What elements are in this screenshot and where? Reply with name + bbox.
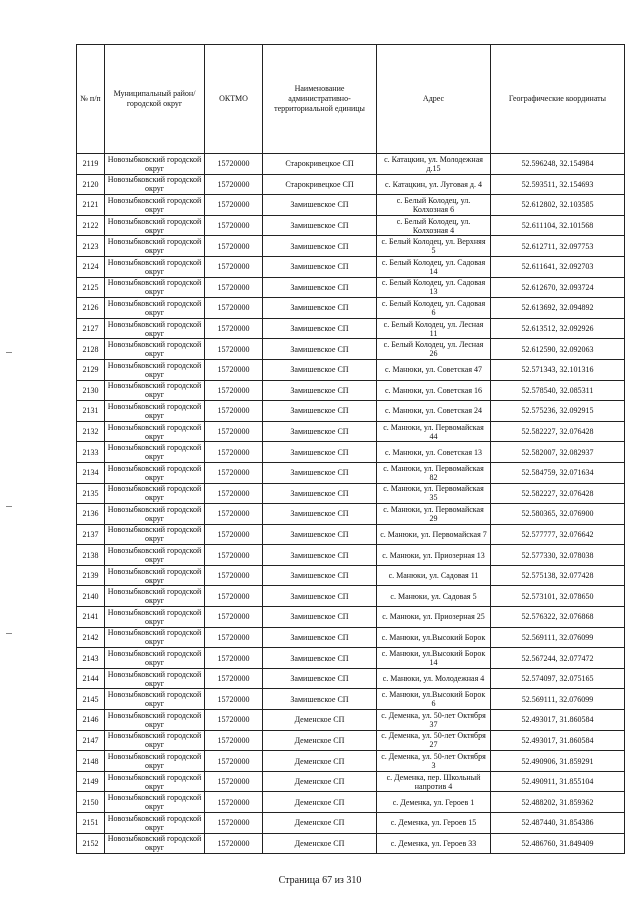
cell-oktmo: 15720000 (205, 318, 263, 339)
table-row (77, 648, 625, 669)
cell-number: 2119 (77, 154, 105, 175)
cell-address: с. Манюки, ул. Приозерная 13 (377, 545, 491, 566)
cell-district: Новозыбковский городской округ (105, 607, 205, 628)
cell-address: с. Деменка, ул. Героев 1 (377, 792, 491, 813)
cell-address: с. Белый Колодец, ул. Колхозная 6 (377, 195, 491, 216)
cell-district: Новозыбковский городской округ (105, 504, 205, 525)
cell-number: 2127 (77, 318, 105, 339)
cell-district: Новозыбковский городской округ (105, 751, 205, 772)
cell-unit: Деменское СП (263, 813, 377, 834)
cell-oktmo: 15720000 (205, 236, 263, 257)
cell-oktmo: 15720000 (205, 627, 263, 648)
table-row (77, 689, 625, 710)
cell-oktmo: 15720000 (205, 771, 263, 792)
cell-coordinates: 52.582227, 32.076428 (491, 483, 625, 504)
cell-number: 2139 (77, 565, 105, 586)
cell-unit: Замишевское СП (263, 483, 377, 504)
table-row (77, 813, 625, 834)
cell-number: 2151 (77, 813, 105, 834)
cell-oktmo: 15720000 (205, 174, 263, 195)
table-row (77, 401, 625, 422)
cell-oktmo: 15720000 (205, 154, 263, 175)
cell-coordinates: 52.613512, 32.092926 (491, 318, 625, 339)
cell-address: с. Манюки, ул.Высокий Борок 14 (377, 648, 491, 669)
cell-coordinates: 52.596248, 32.154984 (491, 154, 625, 175)
cell-number: 2140 (77, 586, 105, 607)
cell-unit: Замишевское СП (263, 298, 377, 319)
cell-district: Новозыбковский городской округ (105, 154, 205, 175)
cell-coordinates: 52.580365, 32.076900 (491, 504, 625, 525)
cell-address: с. Белый Колодец, ул. Колхозная 4 (377, 215, 491, 236)
cell-number: 2150 (77, 792, 105, 813)
cell-address: с. Манюки, ул. Первомайская 82 (377, 462, 491, 483)
cell-number: 2142 (77, 627, 105, 648)
table-row (77, 256, 625, 277)
cell-address: с. Катацкин, ул. Молодежная д.15 (377, 154, 491, 175)
cell-unit: Замишевское СП (263, 359, 377, 380)
cell-coordinates: 52.577330, 32.078038 (491, 545, 625, 566)
cell-unit: Замишевское СП (263, 462, 377, 483)
data-table (76, 44, 625, 854)
cell-district: Новозыбковский городской округ (105, 380, 205, 401)
cell-address: с. Манюки, ул. Молодежная 4 (377, 668, 491, 689)
table-row (77, 771, 625, 792)
cell-district: Новозыбковский городской округ (105, 401, 205, 422)
cell-number: 2123 (77, 236, 105, 257)
cell-address: с. Манюки, ул. Первомайская 44 (377, 421, 491, 442)
cell-unit: Замишевское СП (263, 668, 377, 689)
cell-number: 2129 (77, 359, 105, 380)
header-number: № п/п (77, 45, 105, 154)
cell-district: Новозыбковский городской округ (105, 256, 205, 277)
cell-coordinates: 52.487440, 31.854386 (491, 813, 625, 834)
cell-unit: Замишевское СП (263, 401, 377, 422)
cell-number: 2124 (77, 256, 105, 277)
cell-oktmo: 15720000 (205, 195, 263, 216)
cell-number: 2134 (77, 462, 105, 483)
cell-number: 2143 (77, 648, 105, 669)
cell-district: Новозыбковский городской округ (105, 627, 205, 648)
cell-unit: Замишевское СП (263, 504, 377, 525)
cell-coordinates: 52.611641, 32.092703 (491, 256, 625, 277)
cell-number: 2136 (77, 504, 105, 525)
cell-number: 2138 (77, 545, 105, 566)
cell-coordinates: 52.493017, 31.860584 (491, 710, 625, 731)
cell-oktmo: 15720000 (205, 668, 263, 689)
cell-address: с. Белый Колодец, ул. Лесная 26 (377, 339, 491, 360)
cell-unit: Деменское СП (263, 730, 377, 751)
cell-unit: Замишевское СП (263, 586, 377, 607)
table-row (77, 174, 625, 195)
cell-number: 2148 (77, 751, 105, 772)
cell-address: с. Манюки, ул. Советская 47 (377, 359, 491, 380)
cell-oktmo: 15720000 (205, 462, 263, 483)
cell-number: 2152 (77, 833, 105, 854)
cell-unit: Замишевское СП (263, 627, 377, 648)
cell-district: Новозыбковский городской округ (105, 359, 205, 380)
cell-oktmo: 15720000 (205, 710, 263, 731)
cell-coordinates: 52.493017, 31.860584 (491, 730, 625, 751)
table-row (77, 730, 625, 751)
cell-oktmo: 15720000 (205, 545, 263, 566)
cell-unit: Замишевское СП (263, 195, 377, 216)
header-address: Адрес (377, 45, 491, 154)
cell-coordinates: 52.611104, 32.101568 (491, 215, 625, 236)
cell-address: с. Деменка, ул. 50-лет Октября 27 (377, 730, 491, 751)
cell-district: Новозыбковский городской округ (105, 813, 205, 834)
table-row (77, 359, 625, 380)
cell-district: Новозыбковский городской округ (105, 421, 205, 442)
cell-district: Новозыбковский городской округ (105, 565, 205, 586)
table-row (77, 298, 625, 319)
cell-coordinates: 52.576322, 32.076868 (491, 607, 625, 628)
cell-unit: Замишевское СП (263, 565, 377, 586)
table-header-row (77, 45, 625, 154)
cell-oktmo: 15720000 (205, 483, 263, 504)
cell-district: Новозыбковский городской округ (105, 462, 205, 483)
cell-unit: Замишевское СП (263, 318, 377, 339)
cell-coordinates: 52.488202, 31.859362 (491, 792, 625, 813)
cell-oktmo: 15720000 (205, 380, 263, 401)
table-row (77, 318, 625, 339)
cell-district: Новозыбковский городской округ (105, 318, 205, 339)
cell-district: Новозыбковский городской округ (105, 215, 205, 236)
cell-number: 2149 (77, 771, 105, 792)
cell-oktmo: 15720000 (205, 256, 263, 277)
cell-district: Новозыбковский городской округ (105, 771, 205, 792)
cell-oktmo: 15720000 (205, 792, 263, 813)
cell-coordinates: 52.571343, 32.101316 (491, 359, 625, 380)
cell-oktmo: 15720000 (205, 751, 263, 772)
cell-address: с. Манюки, ул. Первомайская 29 (377, 504, 491, 525)
cell-coordinates: 52.578540, 32.085311 (491, 380, 625, 401)
cell-coordinates: 52.582227, 32.076428 (491, 421, 625, 442)
cell-unit: Замишевское СП (263, 380, 377, 401)
cell-oktmo: 15720000 (205, 359, 263, 380)
cell-oktmo: 15720000 (205, 277, 263, 298)
cell-address: с. Белый Колодец, ул. Садовая 14 (377, 256, 491, 277)
cell-district: Новозыбковский городской округ (105, 730, 205, 751)
cell-district: Новозыбковский городской округ (105, 689, 205, 710)
cell-number: 2146 (77, 710, 105, 731)
cell-coordinates: 52.612670, 32.093724 (491, 277, 625, 298)
cell-address: с. Белый Колодец, ул. Верхняя 5 (377, 236, 491, 257)
cell-number: 2132 (77, 421, 105, 442)
table-row (77, 565, 625, 586)
cell-oktmo: 15720000 (205, 215, 263, 236)
table-row (77, 483, 625, 504)
cell-number: 2145 (77, 689, 105, 710)
cell-district: Новозыбковский городской округ (105, 833, 205, 854)
cell-number: 2133 (77, 442, 105, 463)
cell-address: с. Манюки, ул. Советская 13 (377, 442, 491, 463)
cell-oktmo: 15720000 (205, 442, 263, 463)
table-row (77, 668, 625, 689)
cell-oktmo: 15720000 (205, 504, 263, 525)
page-footer: Страница 67 из 310 (278, 875, 362, 886)
cell-district: Новозыбковский городской округ (105, 339, 205, 360)
table-row (77, 792, 625, 813)
cell-address: с. Манюки, ул. Советская 24 (377, 401, 491, 422)
cell-district: Новозыбковский городской округ (105, 792, 205, 813)
cell-coordinates: 52.612711, 32.097753 (491, 236, 625, 257)
cell-number: 2131 (77, 401, 105, 422)
table-row (77, 154, 625, 175)
cell-unit: Замишевское СП (263, 689, 377, 710)
cell-address: с. Белый Колодец, ул. Садовая 6 (377, 298, 491, 319)
cell-unit: Старокривецкое СП (263, 154, 377, 175)
cell-unit: Замишевское СП (263, 524, 377, 545)
cell-oktmo: 15720000 (205, 421, 263, 442)
cell-district: Новозыбковский городской округ (105, 483, 205, 504)
cell-coordinates: 52.574097, 32.075165 (491, 668, 625, 689)
cell-coordinates: 52.584759, 32.071634 (491, 462, 625, 483)
cell-address: с. Деменка, ул. 50-лет Октября 3 (377, 751, 491, 772)
cell-coordinates: 52.613692, 32.094892 (491, 298, 625, 319)
table-row (77, 277, 625, 298)
cell-address: с. Белый Колодец, ул. Лесная 11 (377, 318, 491, 339)
table-row (77, 833, 625, 854)
cell-number: 2135 (77, 483, 105, 504)
cell-address: с. Манюки, ул. Советская 16 (377, 380, 491, 401)
cell-unit: Замишевское СП (263, 442, 377, 463)
cell-oktmo: 15720000 (205, 586, 263, 607)
cell-address: с. Манюки, ул. Садовая 11 (377, 565, 491, 586)
cell-district: Новозыбковский городской округ (105, 668, 205, 689)
cell-coordinates: 52.577777, 32.076642 (491, 524, 625, 545)
cell-coordinates: 52.593511, 32.154693 (491, 174, 625, 195)
cell-unit: Замишевское СП (263, 277, 377, 298)
cell-district: Новозыбковский городской округ (105, 298, 205, 319)
cell-coordinates: 52.573101, 32.078650 (491, 586, 625, 607)
cell-number: 2120 (77, 174, 105, 195)
table-row (77, 545, 625, 566)
cell-unit: Деменское СП (263, 771, 377, 792)
cell-coordinates: 52.567244, 32.077472 (491, 648, 625, 669)
cell-district: Новозыбковский городской округ (105, 586, 205, 607)
cell-address: с. Манюки, ул. Первомайская 35 (377, 483, 491, 504)
cell-address: с. Деменка, ул. Героев 33 (377, 833, 491, 854)
cell-oktmo: 15720000 (205, 607, 263, 628)
header-district: Муниципальный район/городской округ (105, 45, 205, 154)
cell-coordinates: 52.575138, 32.077428 (491, 565, 625, 586)
table-body (77, 154, 625, 854)
cell-address: с. Деменка, пер. Школьный напротив 4 (377, 771, 491, 792)
cell-oktmo: 15720000 (205, 648, 263, 669)
cell-address: с. Катацкин, ул. Луговая д. 4 (377, 174, 491, 195)
cell-unit: Деменское СП (263, 792, 377, 813)
cell-unit: Замишевское СП (263, 215, 377, 236)
cell-unit: Деменское СП (263, 710, 377, 731)
cell-number: 2126 (77, 298, 105, 319)
cell-district: Новозыбковский городской округ (105, 648, 205, 669)
cell-coordinates: 52.612802, 32.103585 (491, 195, 625, 216)
cell-number: 2147 (77, 730, 105, 751)
cell-unit: Деменское СП (263, 833, 377, 854)
cell-oktmo: 15720000 (205, 689, 263, 710)
cell-district: Новозыбковский городской округ (105, 174, 205, 195)
cell-coordinates: 52.575236, 32.092915 (491, 401, 625, 422)
cell-district: Новозыбковский городской округ (105, 524, 205, 545)
cell-coordinates: 52.582007, 32.082937 (491, 442, 625, 463)
cell-number: 2122 (77, 215, 105, 236)
cell-address: с. Деменка, ул. 50-лет Октября 37 (377, 710, 491, 731)
cell-oktmo: 15720000 (205, 339, 263, 360)
cell-address: с. Манюки, ул. Садовая 5 (377, 586, 491, 607)
cell-number: 2125 (77, 277, 105, 298)
table-row (77, 524, 625, 545)
cell-unit: Замишевское СП (263, 545, 377, 566)
cell-oktmo: 15720000 (205, 401, 263, 422)
table-row (77, 751, 625, 772)
cell-oktmo: 15720000 (205, 524, 263, 545)
cell-unit: Замишевское СП (263, 607, 377, 628)
cell-address: с. Манюки, ул.Высокий Борок (377, 627, 491, 648)
table-row (77, 586, 625, 607)
cell-oktmo: 15720000 (205, 730, 263, 751)
table-row (77, 215, 625, 236)
table-row (77, 421, 625, 442)
cell-number: 2141 (77, 607, 105, 628)
cell-district: Новозыбковский городской округ (105, 442, 205, 463)
cell-unit: Замишевское СП (263, 648, 377, 669)
table-row (77, 710, 625, 731)
cell-address: с. Белый Колодец, ул. Садовая 13 (377, 277, 491, 298)
header-oktmo: ОКТМО (205, 45, 263, 154)
cell-oktmo: 15720000 (205, 813, 263, 834)
cell-oktmo: 15720000 (205, 298, 263, 319)
cell-address: с. Манюки, ул.Высокий Борок 6 (377, 689, 491, 710)
cell-coordinates: 52.569111, 32.076099 (491, 627, 625, 648)
cell-unit: Замишевское СП (263, 236, 377, 257)
cell-number: 2121 (77, 195, 105, 216)
table-row (77, 380, 625, 401)
cell-address: с. Деменка, ул. Героев 15 (377, 813, 491, 834)
cell-number: 2130 (77, 380, 105, 401)
table-row (77, 195, 625, 216)
cell-unit: Замишевское СП (263, 421, 377, 442)
cell-oktmo: 15720000 (205, 833, 263, 854)
cell-number: 2128 (77, 339, 105, 360)
cell-coordinates: 52.569111, 32.076099 (491, 689, 625, 710)
cell-oktmo: 15720000 (205, 565, 263, 586)
cell-coordinates: 52.490911, 31.855104 (491, 771, 625, 792)
cell-coordinates: 52.486760, 31.849409 (491, 833, 625, 854)
header-coordinates: Географические координаты (491, 45, 625, 154)
cell-unit: Замишевское СП (263, 256, 377, 277)
cell-coordinates: 52.612590, 32.092063 (491, 339, 625, 360)
table-row (77, 504, 625, 525)
table-row (77, 607, 625, 628)
header-unit: Наименование административно-территориальной единицы (263, 45, 377, 154)
table-row (77, 462, 625, 483)
cell-address: с. Манюки, ул. Первомайская 7 (377, 524, 491, 545)
cell-unit: Старокривецкое СП (263, 174, 377, 195)
cell-number: 2137 (77, 524, 105, 545)
table-row (77, 442, 625, 463)
table-row (77, 339, 625, 360)
cell-district: Новозыбковский городской округ (105, 545, 205, 566)
cell-unit: Деменское СП (263, 751, 377, 772)
cell-coordinates: 52.490906, 31.859291 (491, 751, 625, 772)
cell-district: Новозыбковский городской округ (105, 236, 205, 257)
cell-unit: Замишевское СП (263, 339, 377, 360)
table-row (77, 236, 625, 257)
cell-district: Новозыбковский городской округ (105, 277, 205, 298)
cell-number: 2144 (77, 668, 105, 689)
cell-address: с. Манюки, ул. Приозерная 25 (377, 607, 491, 628)
cell-district: Новозыбковский городской округ (105, 195, 205, 216)
cell-district: Новозыбковский городской округ (105, 710, 205, 731)
table-row (77, 627, 625, 648)
